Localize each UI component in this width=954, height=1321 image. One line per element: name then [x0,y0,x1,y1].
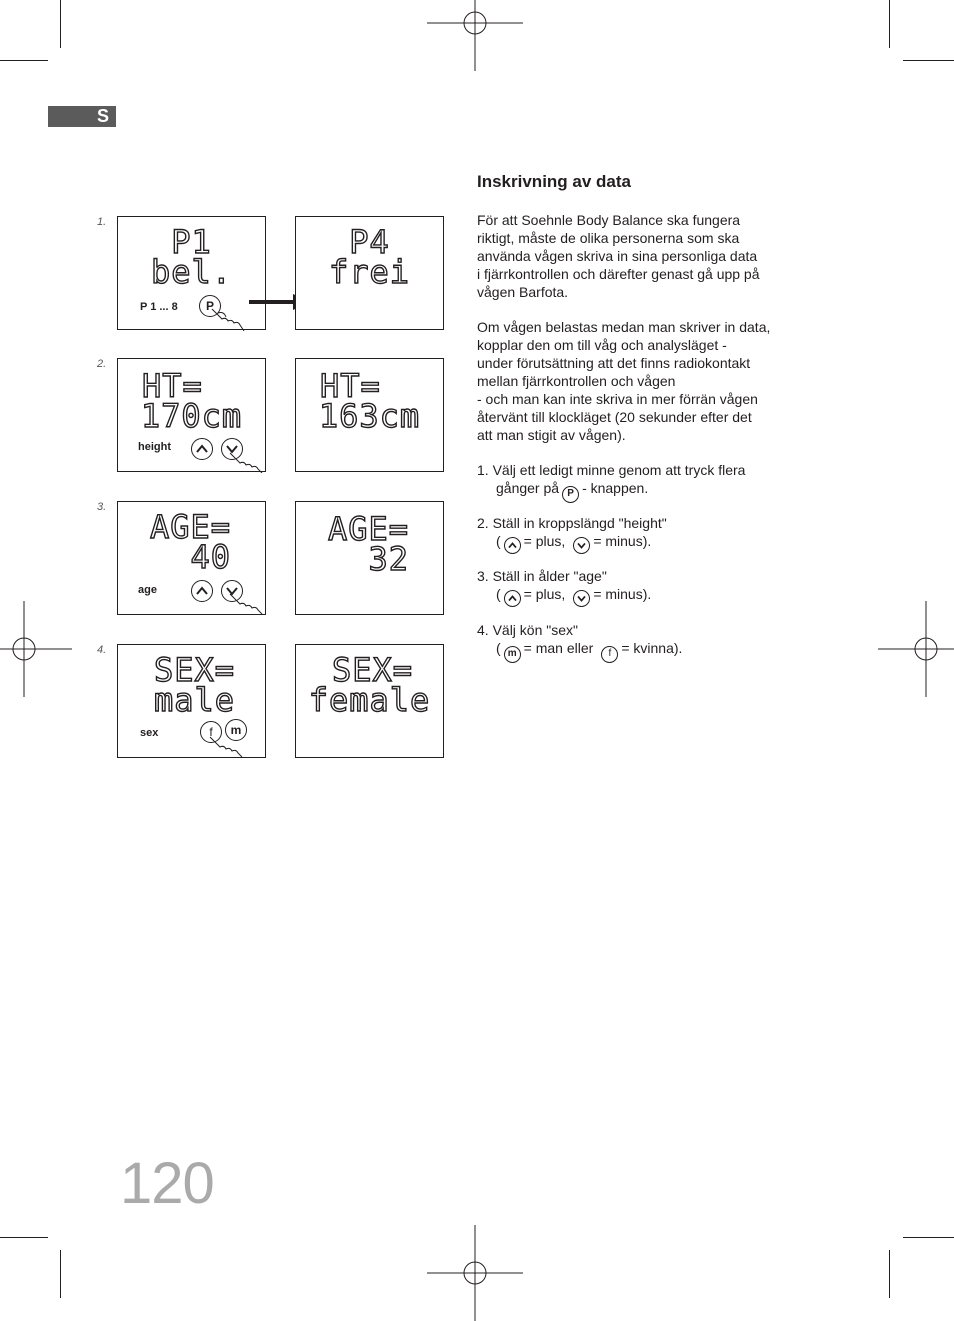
display-panel-before [117,501,266,615]
p-button: P [199,295,221,317]
lcd-line: HT= [320,367,381,405]
text-line: 3. Ställ in ålder "age" [477,568,607,584]
text-line: att man stigit av vågen). [477,427,626,443]
up-button [191,580,213,602]
lcd-line: SEX= [332,651,414,689]
lcd-line: AGE= [150,508,232,546]
registration-mark-icon [427,1225,523,1321]
text-line: riktigt, måste de olika personerna som ska [477,230,740,246]
crop-mark [60,1250,61,1298]
panel-label: sex [140,727,159,739]
warning-paragraph [477,318,817,444]
female-button: f [200,721,222,743]
lcd-line: AGE= [328,510,410,548]
display-panel-after [295,644,444,758]
crop-mark [903,1237,954,1238]
text-line: mellan fjärrkontrollen och vågen [477,373,676,389]
lcd-line: frei [328,253,411,291]
male-button: m [225,719,247,741]
lcd-line: P1 [171,223,212,261]
crop-mark [903,60,954,61]
figure-step-number: 1. [97,216,107,228]
panel-label: age [138,584,157,596]
crop-mark [0,1237,48,1238]
text-line: 2. Ställ in kroppslängd "height" [477,515,667,531]
text-line: kopplar den om till våg och analysläget - [477,337,727,353]
text-line: under förutsättning att det finns radiokontakt [477,355,751,371]
page-number: 120 [120,1151,214,1216]
display-panel-after [295,358,444,472]
panel-label: P 1 ... 8 [140,301,178,313]
display-panel-before [117,216,266,330]
crop-mark [889,1250,890,1298]
text-line: ( m = man eller f = kvinna). [477,639,817,663]
text-line: gånger på P - knappen. [477,479,817,503]
text-line: ( = plus, = minus). [477,532,817,554]
panel-label: height [138,441,171,453]
lcd-line: 32 [328,540,410,578]
display-panel-after [295,216,444,330]
text-line: 4. Välj kön "sex" [477,622,578,638]
up-arrow-icon [196,586,208,596]
text-line: återvänt till klockläget (20 sekunder efter det [477,409,752,425]
registration-mark-icon [0,601,72,697]
figure-step-number: 2. [97,358,107,370]
text-line: 1. Välj ett ledigt minne genom att tryck flera [477,462,746,478]
lcd-line: 163cm [318,397,421,435]
step-1 [477,461,817,503]
crop-mark [0,60,48,61]
display-panel-after [295,501,444,615]
text-line: För att Soehnle Body Balance ska fungera [477,212,741,228]
up-arrow-icon [504,537,521,554]
text-line: vågen Barfota. [477,284,569,300]
figure-step-number: 4. [97,644,107,656]
lcd-line: 40 [150,538,232,576]
finger-icon [208,735,248,757]
down-arrow-icon [573,590,590,607]
intro-paragraph [477,211,817,301]
up-arrow-icon [196,444,208,454]
text-line: använda vågen skriva in sina personliga data [477,248,758,264]
finger-icon [228,592,266,614]
display-panel-before [117,358,266,472]
section-heading: Inskrivning av data [477,172,631,191]
step-3 [477,567,817,607]
registration-mark-icon [427,0,523,71]
lcd-line: male [154,681,236,719]
down-arrow-icon [573,537,590,554]
lcd-line: bel. [150,253,233,291]
language-tab: S [48,106,116,127]
figure-step-number: 3. [97,501,107,513]
p-button-icon: P [562,486,579,503]
lcd-line: P4 [349,223,390,261]
text-line: - och man kan inte skriva in mer förrän vågen [477,391,758,407]
lcd-line: HT= [142,367,203,405]
m-button-icon: m [504,646,521,663]
lcd-line: SEX= [154,651,236,689]
finger-icon [210,307,250,333]
step-2 [477,514,817,554]
finger-icon [228,451,266,473]
up-arrow-icon [504,590,521,607]
text-line: Om vågen belastas medan man skriver in data, [477,319,771,335]
crop-mark [60,0,61,48]
lcd-line: 170cm [140,397,243,435]
registration-mark-icon [878,601,954,697]
up-button [191,438,213,460]
display-panel-before [117,644,266,758]
text-line: i fjärrkontrollen och därefter genast gå upp på [477,266,760,282]
text-line: ( = plus, = minus). [477,585,817,607]
lcd-line: female [308,681,431,719]
f-button-icon: f [601,646,618,663]
step-4 [477,621,817,663]
crop-mark [889,0,890,48]
